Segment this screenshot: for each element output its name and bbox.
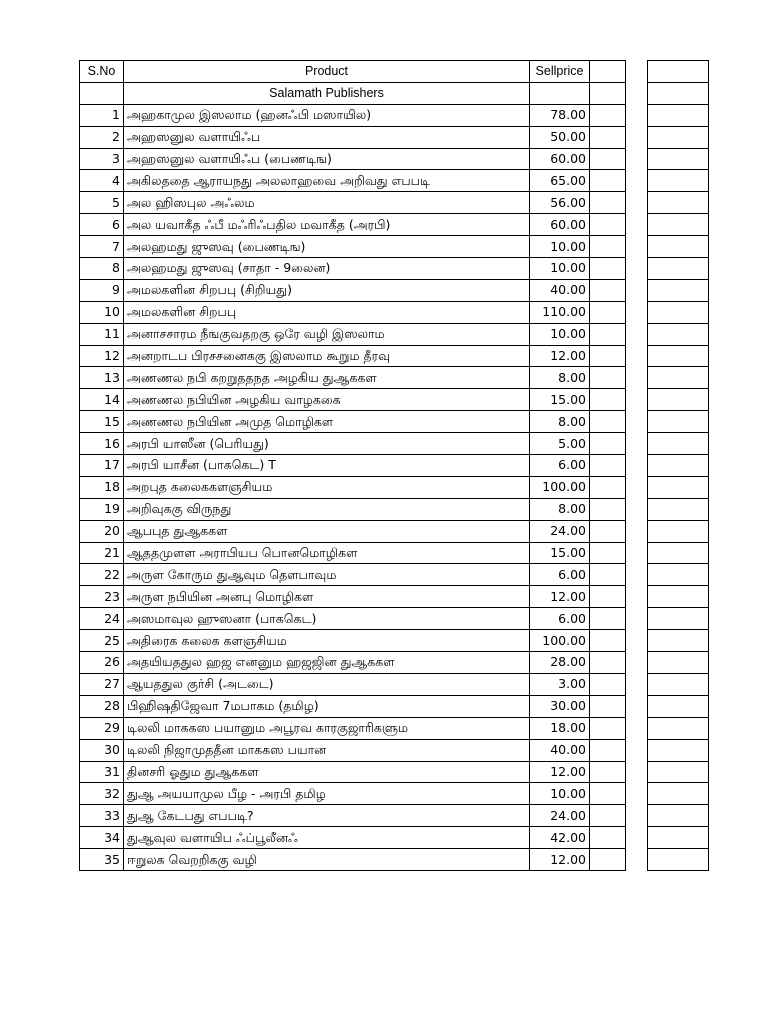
row-sno: 11	[80, 323, 124, 345]
row-sno: 4	[80, 170, 124, 192]
row-price: 15.00	[530, 389, 590, 411]
row-sno: 15	[80, 411, 124, 433]
table-row	[80, 805, 709, 827]
empty-cell	[590, 849, 626, 871]
table-row	[80, 564, 709, 586]
row-price: 8.00	[530, 367, 590, 389]
empty-cell	[648, 148, 709, 170]
row-product: ஈறுலக வெறறிககு வழி	[124, 849, 530, 871]
table-row	[80, 236, 709, 258]
table-row	[80, 849, 709, 871]
empty-cell	[590, 126, 626, 148]
row-product: அஸமாவுல ஹுஸனா (பாககெட)	[124, 608, 530, 630]
empty-cell	[590, 564, 626, 586]
table-row	[80, 433, 709, 455]
gap-cell	[626, 61, 648, 83]
table-row	[80, 214, 709, 236]
empty-cell	[648, 542, 709, 564]
gap-cell	[626, 783, 648, 805]
empty-cell	[590, 104, 626, 126]
gap-cell	[626, 652, 648, 674]
empty-cell	[590, 455, 626, 477]
empty-cell	[648, 236, 709, 258]
row-sno: 20	[80, 520, 124, 542]
empty-cell	[648, 258, 709, 280]
row-sno: 18	[80, 476, 124, 498]
row-sno: 22	[80, 564, 124, 586]
row-price: 3.00	[530, 673, 590, 695]
row-price: 10.00	[530, 236, 590, 258]
row-product: ஆயததுல குர்சி (அடடை)	[124, 673, 530, 695]
table-row	[80, 104, 709, 126]
table-row	[80, 827, 709, 849]
row-price: 28.00	[530, 652, 590, 674]
gap-cell	[626, 301, 648, 323]
gap-cell	[626, 476, 648, 498]
row-sno: 25	[80, 630, 124, 652]
row-sno: 33	[80, 805, 124, 827]
empty-cell	[590, 695, 626, 717]
empty-cell	[648, 126, 709, 148]
row-price: 65.00	[530, 170, 590, 192]
row-sno: 17	[80, 455, 124, 477]
empty-cell	[648, 389, 709, 411]
row-product: அலஹமது ஜுஸவு (பைணடிங)	[124, 236, 530, 258]
row-price: 40.00	[530, 739, 590, 761]
row-product: அலஹமது ஜுஸவு (சாதா - 9லைன)	[124, 258, 530, 280]
row-sno: 5	[80, 192, 124, 214]
row-price: 78.00	[530, 104, 590, 126]
empty-cell	[590, 520, 626, 542]
row-price: 18.00	[530, 717, 590, 739]
row-price: 110.00	[530, 301, 590, 323]
empty-cell	[590, 214, 626, 236]
row-product: துஆ கேடபது எபபடி?	[124, 805, 530, 827]
row-price: 100.00	[530, 630, 590, 652]
row-sno: 9	[80, 279, 124, 301]
empty-cell	[590, 345, 626, 367]
empty-cell	[590, 61, 626, 83]
empty-cell	[648, 630, 709, 652]
row-product: அஹஸனுல வளாயிஃப	[124, 126, 530, 148]
row-sno: 1	[80, 104, 124, 126]
header-row	[80, 61, 709, 83]
table-row	[80, 652, 709, 674]
gap-cell	[626, 586, 648, 608]
row-product: அரபி யாஸீன (பெரியது)	[124, 433, 530, 455]
row-sno: 3	[80, 148, 124, 170]
empty-cell	[648, 455, 709, 477]
row-product: அஹஸனுல வளாயிஃப (பைணடிங)	[124, 148, 530, 170]
header-sellprice: Sellprice	[530, 61, 590, 83]
empty-cell	[590, 411, 626, 433]
empty-cell	[648, 586, 709, 608]
empty-cell	[648, 279, 709, 301]
empty-cell	[590, 739, 626, 761]
row-price: 12.00	[530, 345, 590, 367]
row-product: அறிவுககு விருநது	[124, 498, 530, 520]
row-product: அனறாடப பிரசசனைககு இஸலாம கூறும தீரவு	[124, 345, 530, 367]
gap-cell	[626, 367, 648, 389]
row-price: 6.00	[530, 455, 590, 477]
gap-cell	[626, 695, 648, 717]
empty-cell	[648, 761, 709, 783]
empty-cell	[590, 498, 626, 520]
row-product: அணணல நபியின அமுத மொழிகள	[124, 411, 530, 433]
row-sno: 6	[80, 214, 124, 236]
row-price: 56.00	[530, 192, 590, 214]
publisher-row	[80, 82, 709, 104]
table-row	[80, 411, 709, 433]
table-row	[80, 608, 709, 630]
row-sno: 31	[80, 761, 124, 783]
gap-cell	[626, 849, 648, 871]
table-row	[80, 192, 709, 214]
gap-cell	[626, 827, 648, 849]
row-price: 30.00	[530, 695, 590, 717]
gap-cell	[626, 214, 648, 236]
empty-cell	[530, 82, 590, 104]
row-price: 12.00	[530, 849, 590, 871]
gap-cell	[626, 323, 648, 345]
row-sno: 23	[80, 586, 124, 608]
row-sno: 19	[80, 498, 124, 520]
row-product: பிஹிஷதிஜேவா 7மபாகம (தமிழ)	[124, 695, 530, 717]
empty-cell	[648, 323, 709, 345]
table-row	[80, 389, 709, 411]
row-product: அணணல நபி கறறுததநத அழகிய துஆககள	[124, 367, 530, 389]
empty-cell	[590, 761, 626, 783]
gap-cell	[626, 520, 648, 542]
table-row	[80, 301, 709, 323]
row-product: ஆபபுத துஆககள	[124, 520, 530, 542]
row-price: 50.00	[530, 126, 590, 148]
empty-cell	[590, 301, 626, 323]
row-product: அரபி யாசீன (பாககெட) T	[124, 455, 530, 477]
row-sno: 7	[80, 236, 124, 258]
empty-cell	[648, 827, 709, 849]
row-price: 60.00	[530, 214, 590, 236]
row-product: தினசரி ஓதும துஆககள	[124, 761, 530, 783]
gap-cell	[626, 673, 648, 695]
row-product: அறபுத கலைககளஞசியம	[124, 476, 530, 498]
row-product: அதிரைக கலைக களஞசியம	[124, 630, 530, 652]
price-list-body	[80, 61, 709, 871]
empty-cell	[648, 739, 709, 761]
empty-cell	[590, 82, 626, 104]
empty-cell	[590, 433, 626, 455]
empty-cell	[590, 236, 626, 258]
empty-cell	[648, 367, 709, 389]
row-price: 12.00	[530, 586, 590, 608]
row-sno: 30	[80, 739, 124, 761]
row-product: அருள நபியின அனபு மொழிகள	[124, 586, 530, 608]
empty-cell	[80, 82, 124, 104]
gap-cell	[626, 433, 648, 455]
row-sno: 21	[80, 542, 124, 564]
table-row	[80, 542, 709, 564]
row-sno: 12	[80, 345, 124, 367]
gap-cell	[626, 739, 648, 761]
row-price: 6.00	[530, 564, 590, 586]
gap-cell	[626, 498, 648, 520]
table-row	[80, 717, 709, 739]
empty-cell	[590, 608, 626, 630]
row-price: 8.00	[530, 498, 590, 520]
gap-cell	[626, 279, 648, 301]
gap-cell	[626, 236, 648, 258]
gap-cell	[626, 630, 648, 652]
gap-cell	[626, 258, 648, 280]
row-price: 12.00	[530, 761, 590, 783]
empty-cell	[590, 805, 626, 827]
empty-cell	[590, 323, 626, 345]
table-row	[80, 761, 709, 783]
gap-cell	[626, 345, 648, 367]
row-sno: 10	[80, 301, 124, 323]
gap-cell	[626, 148, 648, 170]
table-row	[80, 695, 709, 717]
empty-cell	[590, 586, 626, 608]
row-product: அமலகளின சிறபபு	[124, 301, 530, 323]
row-product: அமலகளின சிறபபு (சிறியது)	[124, 279, 530, 301]
price-list-table	[79, 60, 709, 871]
table-row	[80, 323, 709, 345]
gap-cell	[626, 805, 648, 827]
table-row	[80, 630, 709, 652]
empty-cell	[648, 411, 709, 433]
gap-cell	[626, 170, 648, 192]
empty-cell	[648, 564, 709, 586]
empty-cell	[648, 520, 709, 542]
row-sno: 28	[80, 695, 124, 717]
empty-cell	[648, 476, 709, 498]
row-price: 100.00	[530, 476, 590, 498]
gap-cell	[626, 192, 648, 214]
publisher-name: Salamath Publishers	[124, 82, 530, 104]
gap-cell	[626, 126, 648, 148]
row-sno: 8	[80, 258, 124, 280]
row-product: டிலலி நிஜாமுததீன மாககஸ பயான	[124, 739, 530, 761]
table-row	[80, 498, 709, 520]
table-row	[80, 586, 709, 608]
empty-cell	[648, 608, 709, 630]
row-price: 60.00	[530, 148, 590, 170]
table-row	[80, 148, 709, 170]
row-product: அல ஹிஸபுல அஃலம	[124, 192, 530, 214]
gap-cell	[626, 608, 648, 630]
table-row	[80, 455, 709, 477]
empty-cell	[648, 652, 709, 674]
empty-cell	[648, 192, 709, 214]
table-row	[80, 673, 709, 695]
row-product: டிலலி மாககஸ பயானும அபூரவ காரகுஜாரிகளும	[124, 717, 530, 739]
row-price: 15.00	[530, 542, 590, 564]
row-sno: 27	[80, 673, 124, 695]
empty-cell	[590, 279, 626, 301]
row-price: 42.00	[530, 827, 590, 849]
empty-cell	[648, 214, 709, 236]
row-product: அணணல நபியின அழகிய வாழககை	[124, 389, 530, 411]
empty-cell	[590, 148, 626, 170]
table-row	[80, 783, 709, 805]
row-product: அருள கோரும துஆவும தௌபாவும	[124, 564, 530, 586]
empty-cell	[590, 170, 626, 192]
table-row	[80, 279, 709, 301]
row-price: 10.00	[530, 783, 590, 805]
empty-cell	[648, 498, 709, 520]
row-price: 5.00	[530, 433, 590, 455]
row-product: அஹகாமுல இஸலாம (ஹனஃபி மஸாயில)	[124, 104, 530, 126]
row-sno: 32	[80, 783, 124, 805]
empty-cell	[590, 542, 626, 564]
empty-cell	[648, 61, 709, 83]
row-product: அதயியததுல ஹஜ எனனும ஹஜஜின துஆககள	[124, 652, 530, 674]
empty-cell	[648, 433, 709, 455]
empty-cell	[648, 82, 709, 104]
row-sno: 24	[80, 608, 124, 630]
table-row	[80, 345, 709, 367]
empty-cell	[590, 652, 626, 674]
empty-cell	[590, 673, 626, 695]
empty-cell	[648, 345, 709, 367]
row-product: துஆ அயயாமுல பீழ - அரபி தமிழ	[124, 783, 530, 805]
table-row	[80, 170, 709, 192]
row-price: 10.00	[530, 323, 590, 345]
table-row	[80, 367, 709, 389]
row-price: 24.00	[530, 805, 590, 827]
row-sno: 14	[80, 389, 124, 411]
empty-cell	[648, 170, 709, 192]
row-price: 24.00	[530, 520, 590, 542]
header-product: Product	[124, 61, 530, 83]
row-sno: 26	[80, 652, 124, 674]
row-product: அகிலததை ஆராயநது அலலாஹவை அறிவது எபபடி	[124, 170, 530, 192]
empty-cell	[590, 389, 626, 411]
row-product: துஆவுல வளாயிப ஃப்பூலீனஃ	[124, 827, 530, 849]
row-sno: 16	[80, 433, 124, 455]
empty-cell	[590, 192, 626, 214]
table-row	[80, 476, 709, 498]
empty-cell	[590, 258, 626, 280]
row-sno: 13	[80, 367, 124, 389]
row-price: 10.00	[530, 258, 590, 280]
row-product: ஆததமுளள அராபியப பொனமொழிகள	[124, 542, 530, 564]
empty-cell	[648, 301, 709, 323]
table-row	[80, 258, 709, 280]
row-product: அனாசசாரம நீஙகுவதறகு ஒரே வழி இஸலாம	[124, 323, 530, 345]
row-sno: 34	[80, 827, 124, 849]
gap-cell	[626, 542, 648, 564]
empty-cell	[590, 476, 626, 498]
empty-cell	[648, 783, 709, 805]
table-row	[80, 739, 709, 761]
row-price: 8.00	[530, 411, 590, 433]
row-sno: 35	[80, 849, 124, 871]
empty-cell	[648, 805, 709, 827]
gap-cell	[626, 104, 648, 126]
row-price: 6.00	[530, 608, 590, 630]
table-row	[80, 126, 709, 148]
row-product: அல யவாகீத ஃபீ மஃரிஃபதில மவாகீத (அரபி)	[124, 214, 530, 236]
gap-cell	[626, 82, 648, 104]
empty-cell	[590, 717, 626, 739]
empty-cell	[648, 695, 709, 717]
empty-cell	[648, 849, 709, 871]
empty-cell	[590, 630, 626, 652]
gap-cell	[626, 389, 648, 411]
row-price: 40.00	[530, 279, 590, 301]
row-sno: 29	[80, 717, 124, 739]
empty-cell	[590, 367, 626, 389]
gap-cell	[626, 455, 648, 477]
empty-cell	[590, 783, 626, 805]
gap-cell	[626, 761, 648, 783]
gap-cell	[626, 411, 648, 433]
empty-cell	[648, 104, 709, 126]
table-row	[80, 520, 709, 542]
row-sno: 2	[80, 126, 124, 148]
empty-cell	[648, 673, 709, 695]
empty-cell	[590, 827, 626, 849]
empty-cell	[648, 717, 709, 739]
gap-cell	[626, 717, 648, 739]
gap-cell	[626, 564, 648, 586]
header-sno: S.No	[80, 61, 124, 83]
